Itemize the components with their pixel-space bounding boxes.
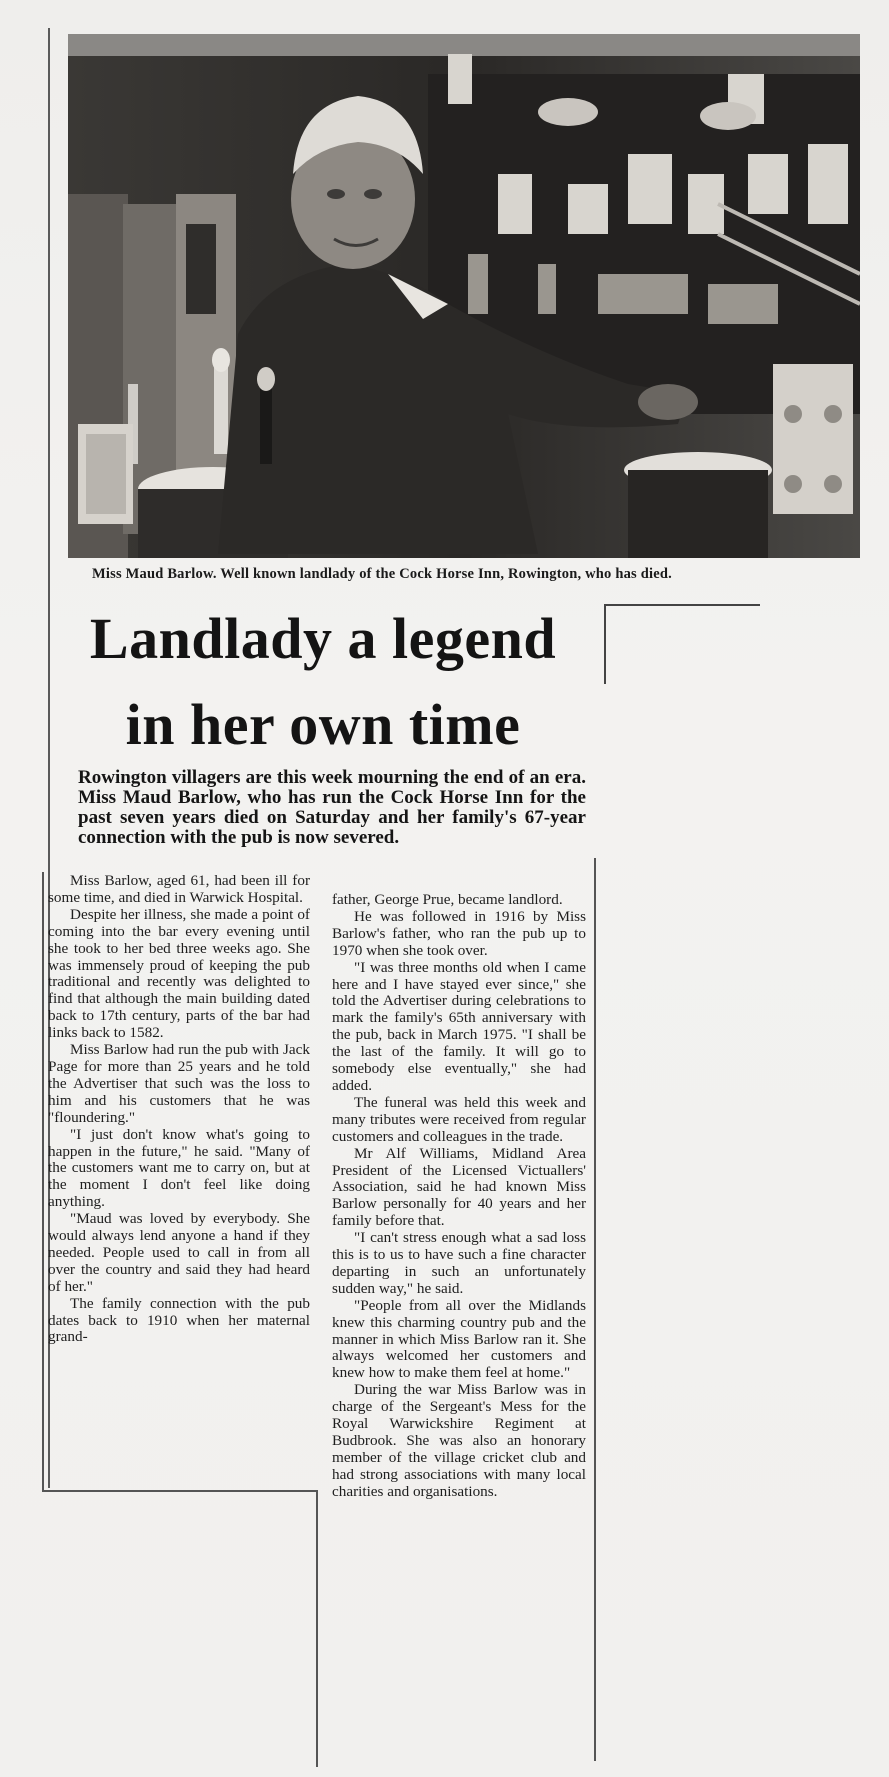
headline-line-1: Landlady a legend <box>89 606 557 671</box>
column-rule <box>594 858 596 1761</box>
headline <box>58 596 588 768</box>
photo-caption: Miss Maud Barlow. Well known landlady of the Cock Horse Inn, Rowington, who has died. <box>92 566 672 582</box>
column-rule <box>604 604 606 684</box>
standfirst: Rowington villagers are this week mourning the end of an era. Miss Maud Barlow, who has run the Cock Horse Inn for the past seven years died on Saturday and her family's 67-year connection with the pub is now severed. <box>78 767 586 848</box>
column-rule <box>316 1490 318 1767</box>
paragraph: The funeral was held this week and many tributes were received from regular customers and colleagues in the trade. <box>332 1093 586 1145</box>
paragraph: Mr Alf Williams, Midland Area President of the Licensed Victuallers' Association, said he had known Miss Barlow personally for 40 years and her family before that. <box>332 1144 586 1230</box>
paragraph: father, George Prue, became landlord. <box>332 891 563 908</box>
photo-illustration <box>68 34 860 558</box>
paragraph: He was followed in 1916 by Miss Barlow's father, who ran the pub up to 1970 when she took over. <box>332 907 586 959</box>
column-rule <box>604 604 760 606</box>
column-rule <box>42 872 44 1492</box>
paragraph: The family connection with the pub dates back to 1910 when her maternal grand- <box>48 1294 310 1346</box>
paragraph: "I just don't know what's going to happen in the future," he said. "Many of the customers want me to carry on, but at the moment I don't feel like doing anything. <box>48 1125 310 1211</box>
paragraph: During the war Miss Barlow was in charge of the Sergeant's Mess for the Royal Warwickshire Regiment at Budbrook. She was also an honorary member of the village cricket club and had strong associations with many local charities and organisations. <box>332 1381 586 1500</box>
paragraph: "Maud was loved by everybody. She would always lend anyone a hand if they needed. People used to call in from all over the country and said they had heard of her." <box>48 1210 310 1295</box>
paragraph: Despite her illness, she made a point of coming into the bar every evening until she took to her bed three weeks ago. She was immensely proud of keeping the pub traditional and recently was delighted to find that although the main building dated back to 17th century, parts of the bar had links back to 1582. <box>48 905 310 1042</box>
article-column-1 <box>48 873 310 1346</box>
photo-landlady-at-bar <box>68 34 860 558</box>
paragraph: Miss Barlow had run the pub with Jack Page for more than 25 years and he told the Advertiser that such was the loss to him and his customers that he was "floundering." <box>48 1041 310 1126</box>
paragraph: "People from all over the Midlands knew this charming country pub and the manner in which Miss Barlow ran it. She always welcomed her customers and knew how to make them feel at home." <box>332 1296 586 1382</box>
paragraph: Miss Barlow, aged 61, had been ill for some time, and died in Warwick Hospital. <box>48 872 310 906</box>
headline-line-2: in her own time <box>125 692 521 757</box>
article-column-2 <box>332 892 586 1501</box>
paragraph: "I can't stress enough what a sad loss this is to us to have such a fine character departing in such an unfortunately sudden way," he said. <box>332 1229 586 1297</box>
column-rule <box>42 1490 318 1492</box>
paragraph: "I was three months old when I came here and I have stayed ever since," she told the Advertiser during celebrations to mark the family's 65th anniversary with the pub, back in March 1975. "I shall be the last of the family. It will go to somebody else eventually," she had added. <box>332 958 586 1094</box>
